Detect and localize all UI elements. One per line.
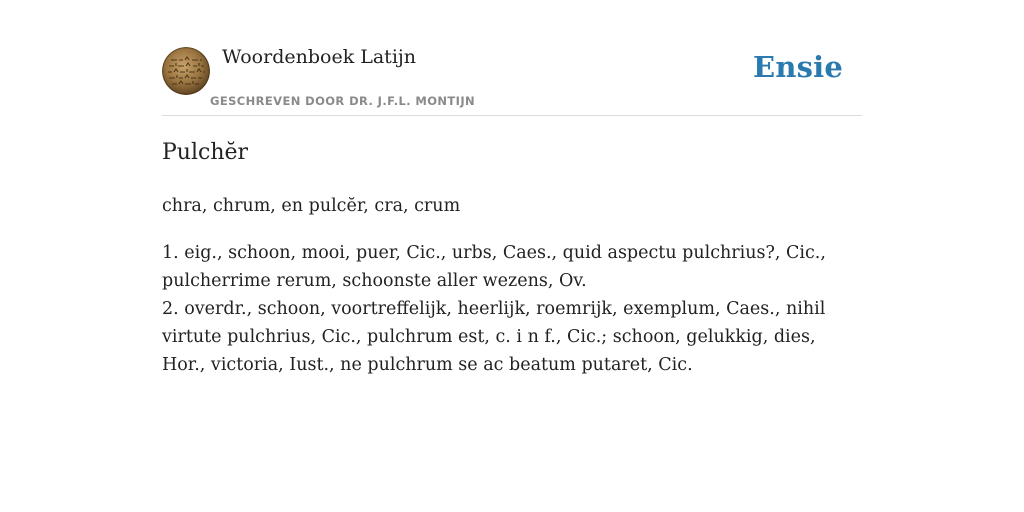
entry-title: Pulchĕr xyxy=(162,140,249,165)
sense-2: 2. overdr., schoon, voortreffelijk, heerlijk, roemrijk, exemplum, Caes., nihil virtute pulchrius, Cic., pulchrum est, c. i n f., Cic.; schoon, gelukkig, dies, Hor., victoria, Iust., ne pulchrum se ac beatum putaret, Cic. xyxy=(162,299,826,375)
sense-1: 1. eig., schoon, mooi, puer, Cic., urbs, Caes., quid aspectu pulchrius?, Cic., pulcherrime rerum, schoonste aller wezens, Ov. xyxy=(162,243,826,291)
author-byline[interactable]: GESCHREVEN DOOR DR. J.F.L. MONTIJN xyxy=(210,94,476,108)
coin-inscription-icon[interactable] xyxy=(162,47,210,95)
page xyxy=(162,0,862,375)
ensie-logo[interactable]: Ensie xyxy=(753,50,843,84)
site-header xyxy=(162,0,862,116)
entry-forms: chra, chrum, en pulcĕr, cra, crum xyxy=(162,196,461,216)
entry-definition xyxy=(162,239,862,379)
site-title[interactable]: Woordenboek Latijn xyxy=(222,46,417,68)
